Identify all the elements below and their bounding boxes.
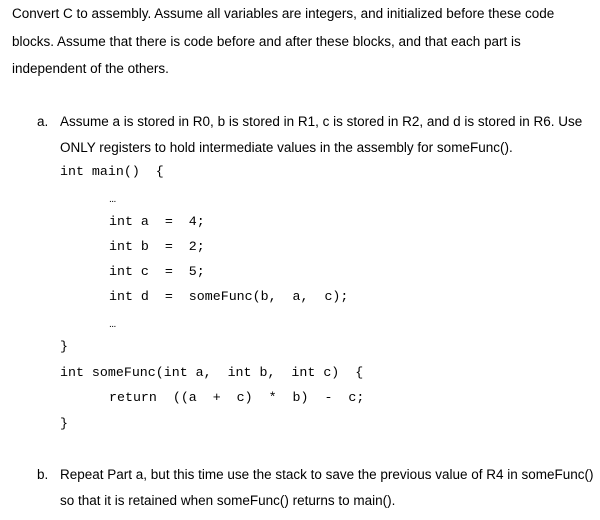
- code-func-close: }: [60, 416, 68, 431]
- code-line-d: int d = someFunc(b, a, c);: [109, 289, 349, 304]
- intro-line-3: independent of the others.: [12, 61, 169, 76]
- code-ellipsis-top: ...: [109, 194, 116, 205]
- part-a-line-1: Assume a is stored in R0, b is stored in R1, c is stored in R2, and d is stored in R6. Use: [60, 114, 583, 129]
- code-line-a: int a = 4;: [109, 214, 205, 229]
- code-line-b: int b = 2;: [109, 239, 205, 254]
- part-b-line-1: Repeat Part a, but this time use the stack to save the previous value of R4 in someFunc(): [60, 467, 594, 482]
- intro-line-2: blocks. Assume that there is code before and after these blocks, and that each part is: [12, 34, 521, 49]
- code-main-close: }: [60, 339, 68, 354]
- part-b-marker: b.: [37, 467, 49, 482]
- code-ellipsis-bottom: ...: [109, 319, 116, 330]
- code-main-signature: int main() {: [60, 164, 164, 179]
- code-func-signature: int someFunc(int a, int b, int c) {: [60, 365, 364, 380]
- code-func-return: return ((a + c) * b) - c;: [109, 390, 365, 405]
- code-line-c: int c = 5;: [109, 264, 205, 279]
- part-b-line-2: so that it is retained when someFunc() returns to main().: [60, 493, 396, 508]
- part-a-marker: a.: [37, 114, 49, 129]
- intro-line-1: Convert C to assembly. Assume all variables are integers, and initialized before these code: [12, 6, 555, 21]
- part-a-line-2: ONLY registers to hold intermediate values in the assembly for someFunc().: [60, 140, 513, 155]
